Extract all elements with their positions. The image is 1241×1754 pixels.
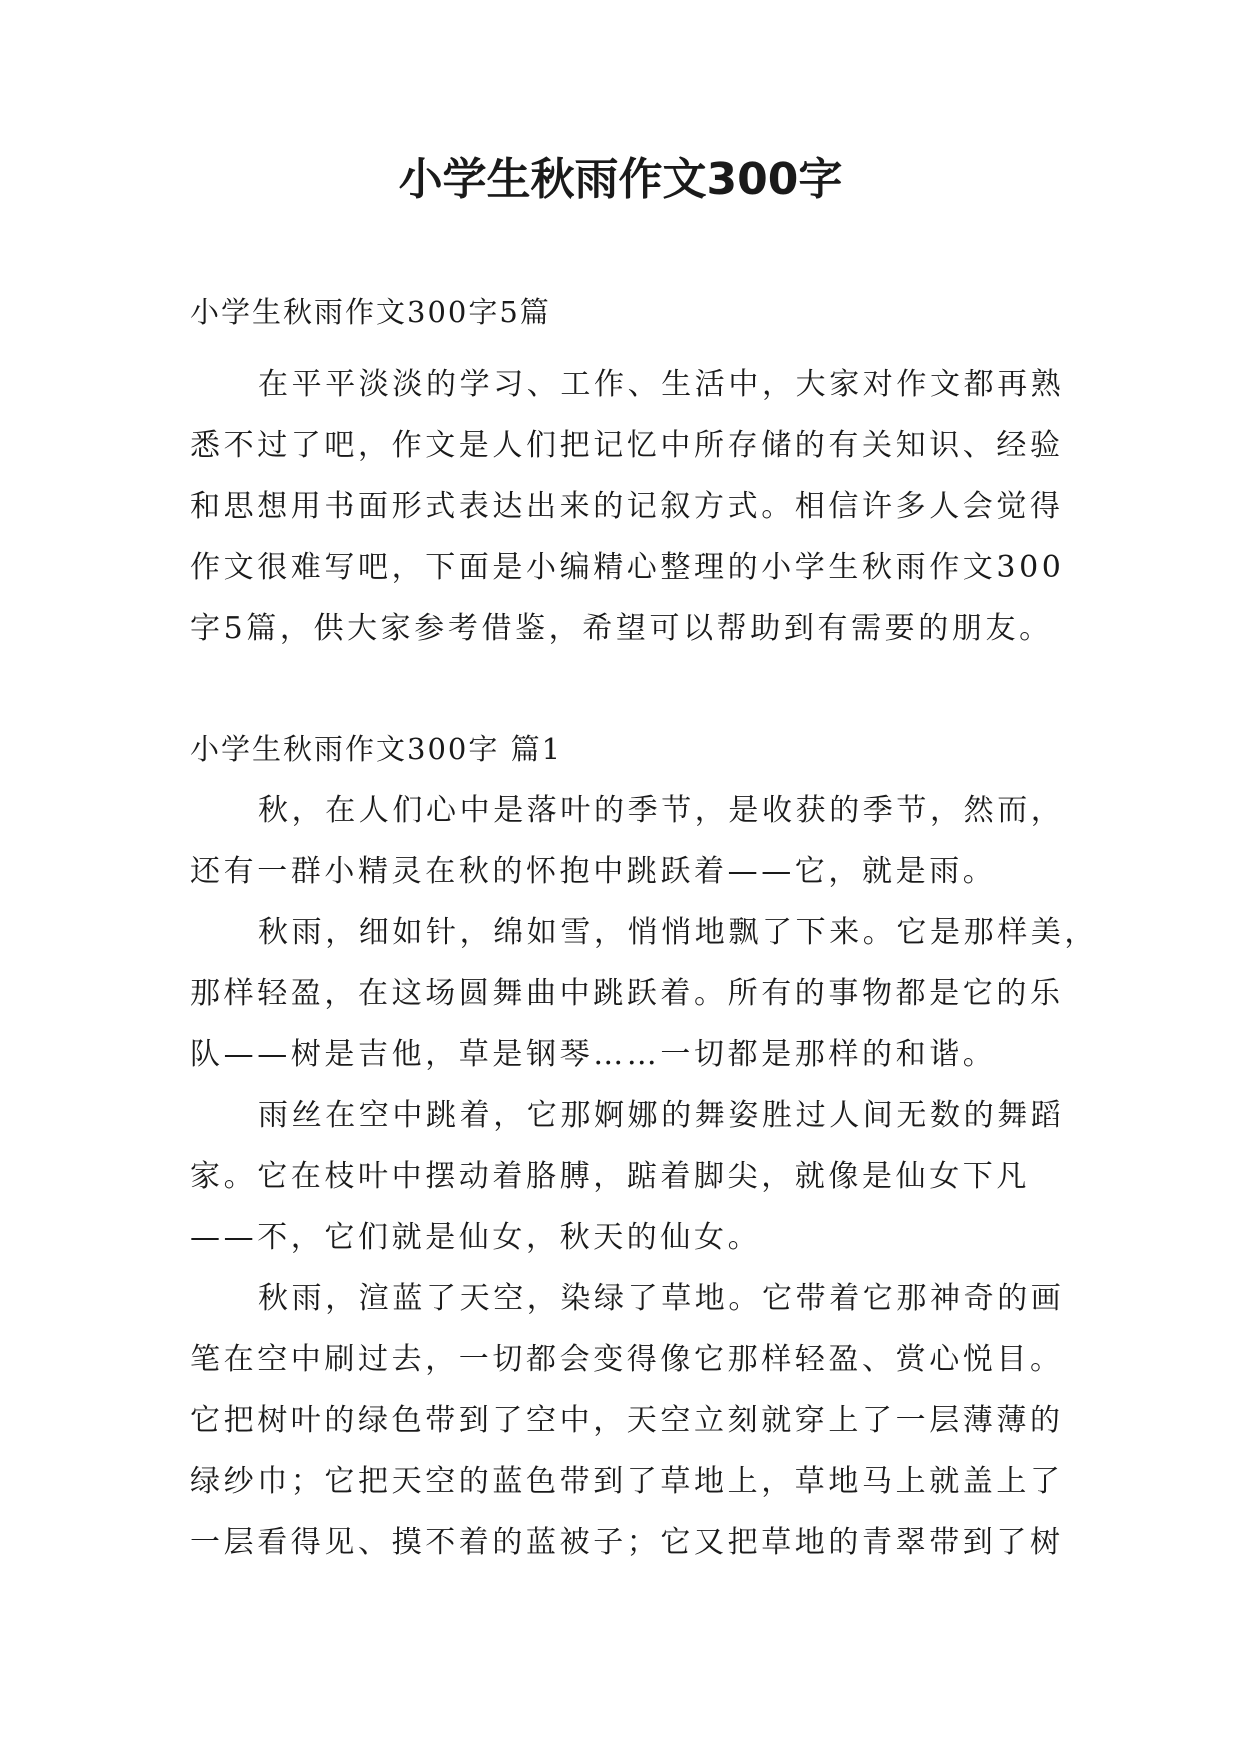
paragraph-line: 队——树是吉他，草是钢琴……一切都是那样的和谐。: [190, 1037, 997, 1072]
paragraph-line: 雨丝在空中跳着，它那婀娜的舞姿胜过人间无数的舞蹈: [258, 1098, 1065, 1133]
paragraph-line: 作文很难写吧，下面是小编精心整理的小学生秋雨作文300: [190, 550, 1065, 585]
intro-paragraph: [190, 354, 1065, 659]
paragraph-line: 在平平淡淡的学习、工作、生活中，大家对作文都再熟: [258, 367, 1065, 402]
paragraph-line: 那样轻盈，在这场圆舞曲中跳跃着。所有的事物都是它的乐: [190, 976, 1064, 1011]
paragraph-line: 一层看得见、摸不着的蓝被子；它又把草地的青翠带到了树: [190, 1525, 1064, 1560]
paragraph-line: 悉不过了吧，作文是人们把记忆中所存储的有关知识、经验: [190, 428, 1064, 463]
section-1: [190, 719, 1098, 1573]
paragraph-line: 还有一群小精灵在秋的怀抱中跳跃着——它，就是雨。: [190, 854, 997, 889]
document-title: 小学生秋雨作文300字: [398, 154, 843, 205]
paragraph-line: 秋雨，渲蓝了天空，染绿了草地。它带着它那神奇的画: [258, 1281, 1065, 1316]
paragraph-line: 秋，在人们心中是落叶的季节，是收获的季节，然而，: [258, 793, 1065, 828]
document-subtitle: 小学生秋雨作文300字5篇: [190, 295, 551, 329]
paragraph-line: 和思想用书面形式表达出来的记叙方式。相信许多人会觉得: [190, 489, 1064, 524]
paragraph-line: 秋雨，细如针，绵如雪，悄悄地飘了下来。它是那样美，: [258, 915, 1098, 950]
paragraph-line: 它把树叶的绿色带到了空中，天空立刻就穿上了一层薄薄的: [190, 1403, 1064, 1438]
paragraph-line: 家。它在枝叶中摆动着胳膊，踮着脚尖，就像是仙女下凡: [190, 1159, 1030, 1194]
paragraph-line: 字5篇，供大家参考借鉴，希望可以帮助到有需要的朋友。: [190, 611, 1053, 646]
paragraph-line: 笔在空中刷过去，一切都会变得像它那样轻盈、赏心悦目。: [190, 1342, 1064, 1377]
paragraph-line: ——不，它们就是仙女，秋天的仙女。: [190, 1220, 762, 1255]
section-heading: 小学生秋雨作文300字 篇1: [190, 732, 563, 766]
paragraph-line: 绿纱巾；它把天空的蓝色带到了草地上，草地马上就盖上了: [190, 1464, 1064, 1499]
